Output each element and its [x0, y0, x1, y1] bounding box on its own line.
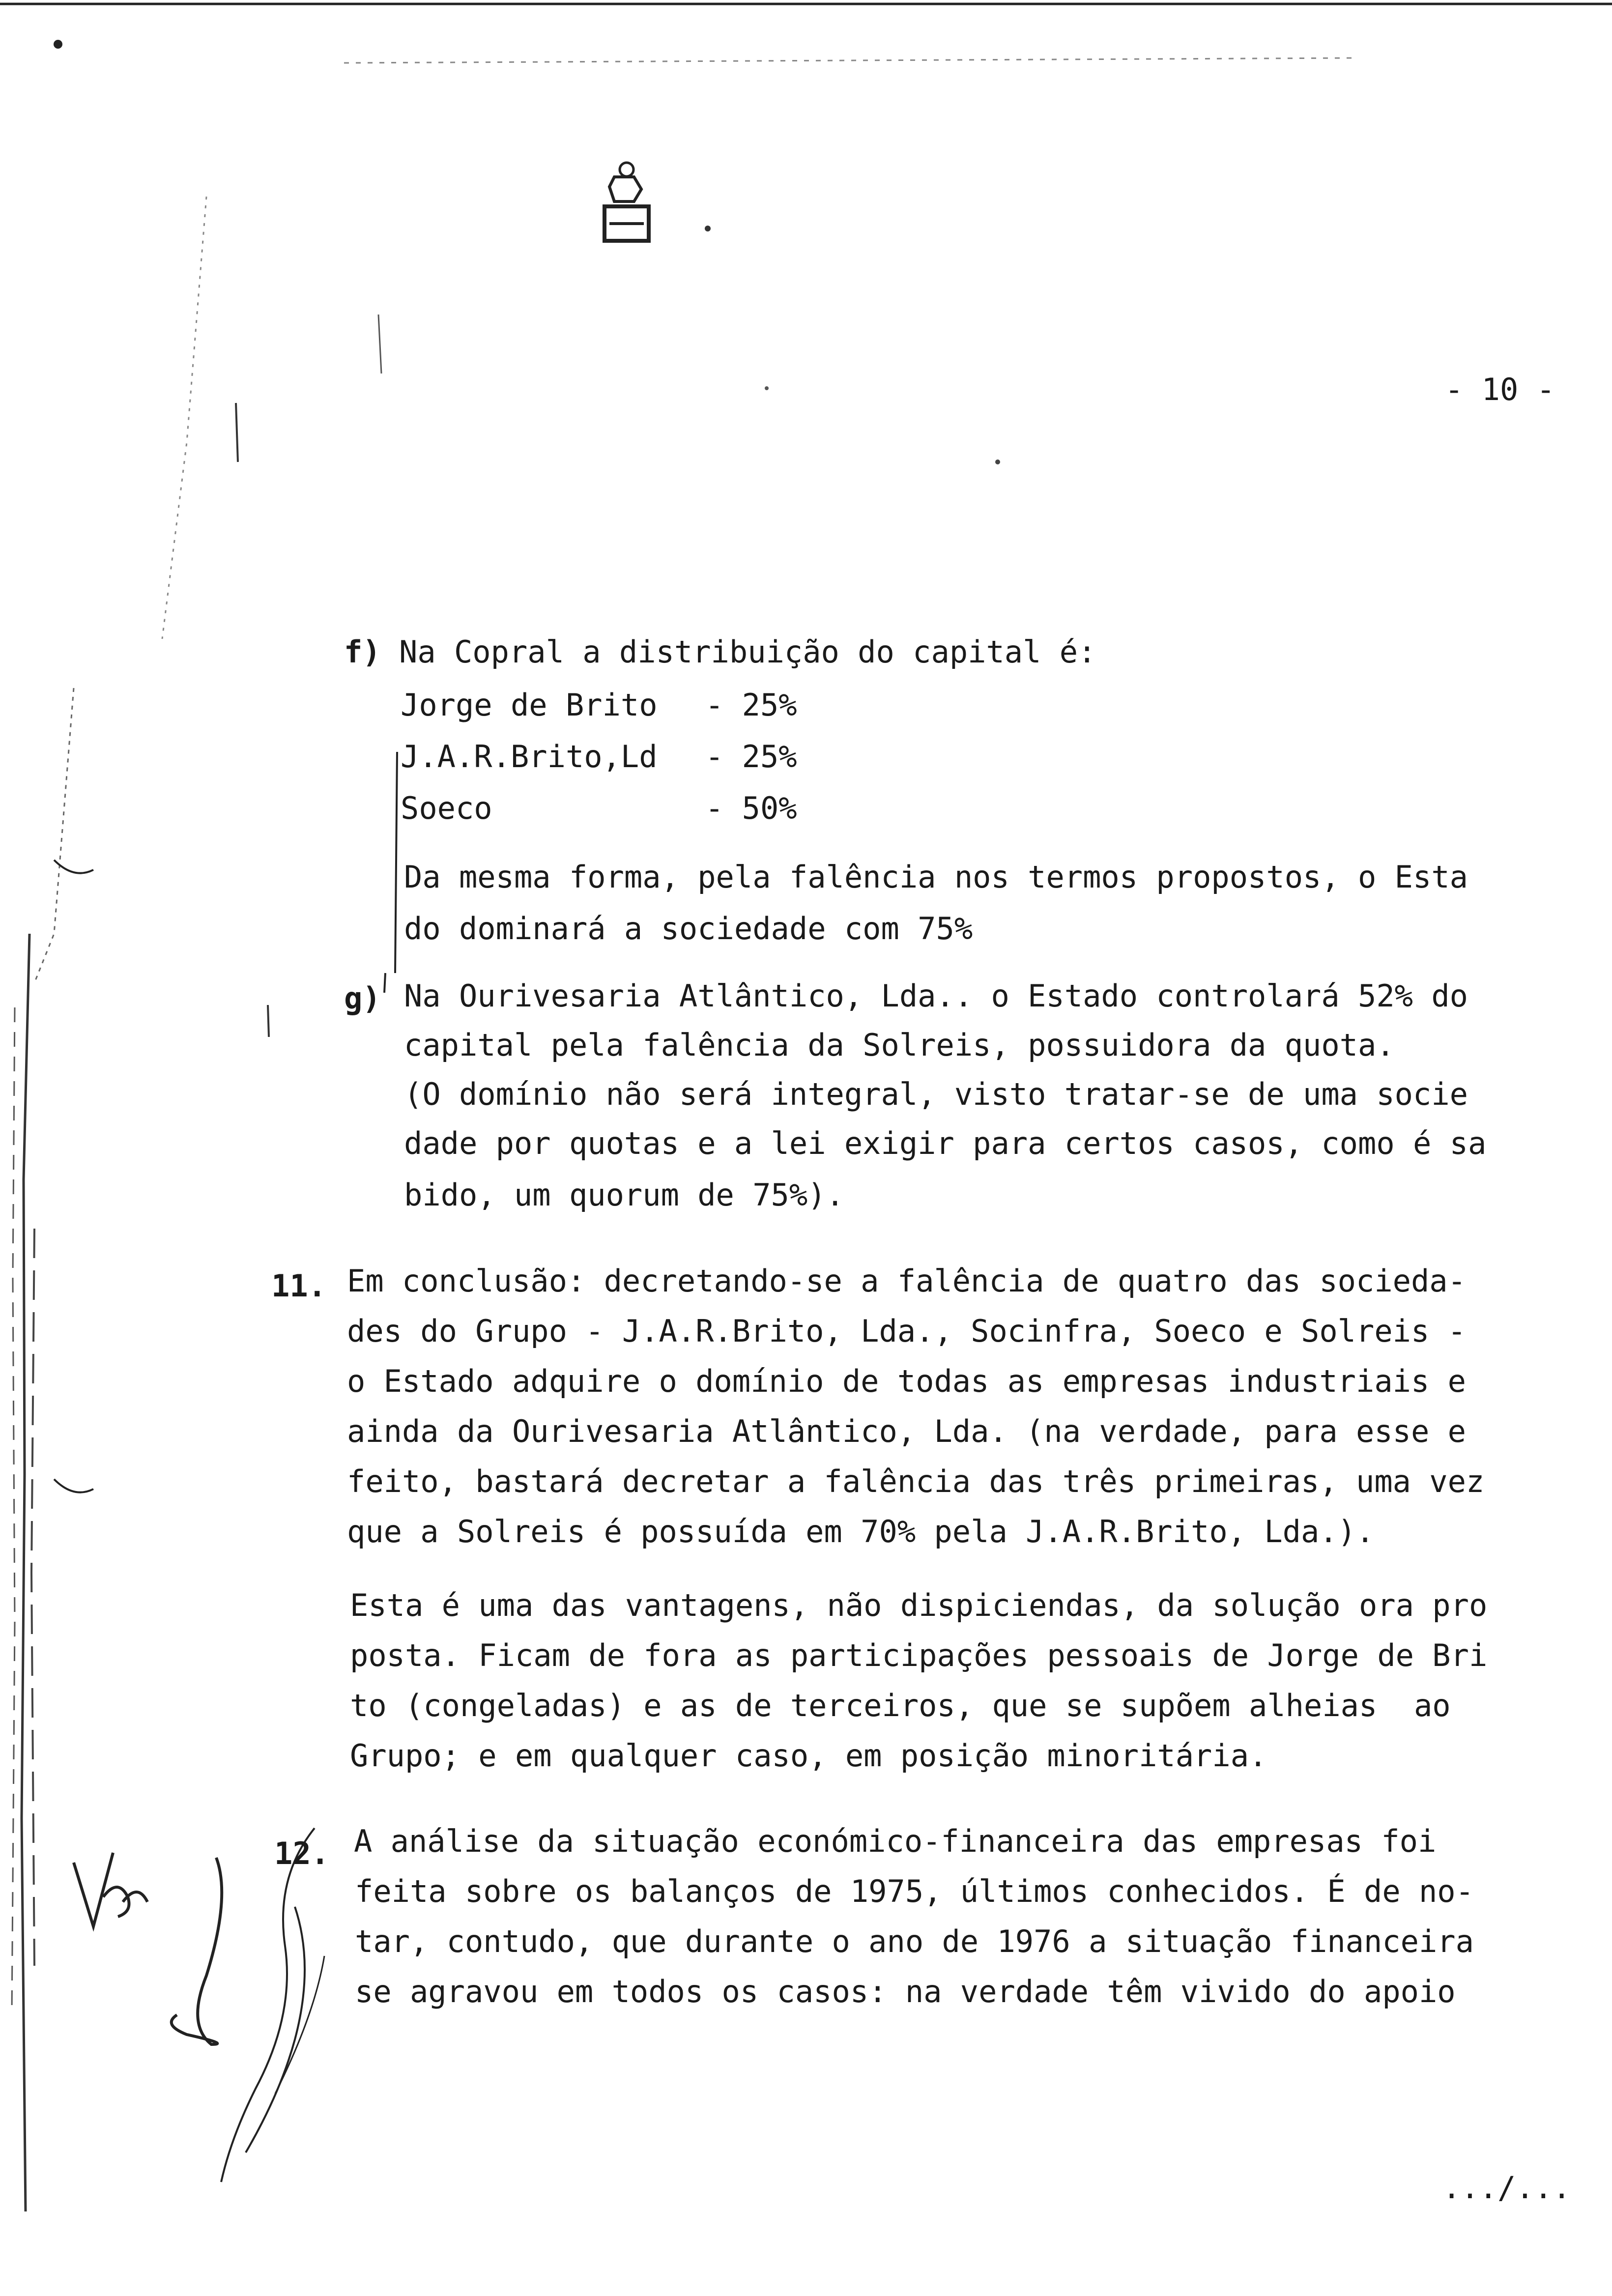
item-g-line-5: bido, um quorum de 75%).	[404, 1177, 844, 1213]
item-f-intro: Na Copral a distribuição do capital é:	[399, 634, 1096, 670]
item-g-line-1: Na Ourivesaria Atlântico, Lda.. o Estado controlará 52% do	[404, 978, 1468, 1014]
item-12-line-2: feita sobre os balanços de 1975, últimos conhecidos. É de no-	[355, 1873, 1474, 1909]
item-11-para2-line-2: posta. Ficam de fora as participações pessoais de Jorge de Bri	[350, 1637, 1488, 1673]
item-11-line-2: des do Grupo - J.A.R.Brito, Lda., Socinfra, Soeco e Solreis -	[347, 1313, 1466, 1349]
holder-share-1: - 25%	[705, 687, 797, 723]
item-12-label: 12.	[274, 1836, 329, 1871]
item-11-line-3: o Estado adquire o domínio de todas as empresas industriais e	[347, 1363, 1466, 1399]
item-g-line-3: (O domínio não será integral, visto tratar-se de uma socie	[404, 1076, 1468, 1112]
item-12-line-1: A análise da situação económico-financeira das empresas foi	[354, 1823, 1437, 1859]
item-11-para2-line-3: to (congeladas) e as de terceiros, que se supõem alheias ao	[350, 1688, 1451, 1723]
item-12-line-4: se agravou em todos os casos: na verdade têm vivido do apoio	[355, 1974, 1456, 2009]
holder-share-2: - 25%	[705, 739, 797, 775]
holder-share-3: - 50%	[705, 790, 797, 826]
item-11-line-5: feito, bastará decretar a falência das três primeiras, uma vez	[347, 1464, 1485, 1499]
item-11-line-4: ainda da Ourivesaria Atlântico, Lda. (na verdade, para esse e	[347, 1413, 1466, 1449]
holder-name-3: Soeco	[401, 790, 492, 826]
item-f-label: f)	[344, 634, 381, 670]
item-g-line-2: capital pela falência da Solreis, possuidora da quota.	[404, 1027, 1395, 1063]
item-11-line-6: que a Solreis é possuída em 70% pela J.A.R.Brito, Lda.).	[347, 1514, 1375, 1550]
continuation-mark: .../...	[1442, 2170, 1571, 2206]
item-11-para2-line-1: Esta é uma das vantagens, não dispiciendas, da solução ora pro	[350, 1587, 1488, 1623]
item-11-line-1: Em conclusão: decretando-se a falência de quatro das socieda-	[347, 1263, 1466, 1299]
item-f-paragraph-line-2: do dominará a sociedade com 75%	[404, 911, 973, 947]
item-11-para2-line-4: Grupo; e em qualquer caso, em posição minoritária.	[350, 1738, 1267, 1774]
item-12-line-3: tar, contudo, que durante o ano de 1976 a situação financeira	[355, 1923, 1474, 1959]
item-11-label: 11.	[271, 1268, 326, 1304]
holder-name-1: Jorge de Brito	[401, 687, 658, 723]
item-g-label: g)	[344, 980, 381, 1016]
item-f-paragraph-line-1: Da mesma forma, pela falência nos termos propostos, o Esta	[404, 859, 1468, 895]
page-number: - 10 -	[1445, 372, 1555, 407]
item-g-line-4: dade por quotas e a lei exigir para certos casos, como é sa	[404, 1125, 1487, 1161]
holder-name-2: J.A.R.Brito,Ld	[401, 739, 658, 775]
